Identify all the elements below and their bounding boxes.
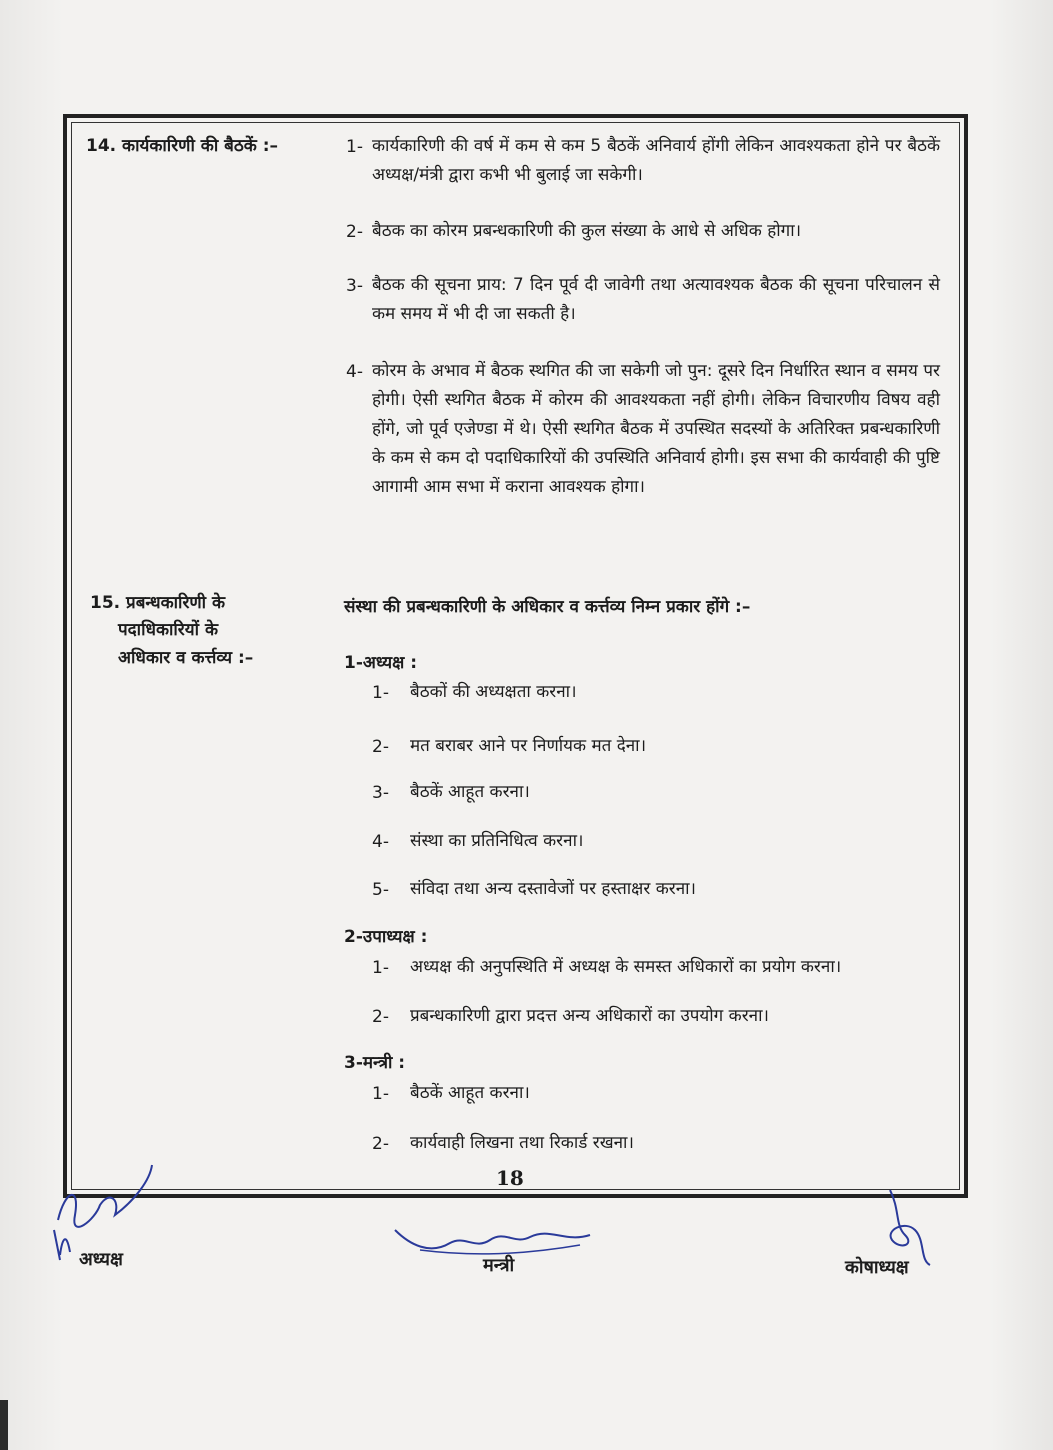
sec14-item-4-num: 4- [346, 362, 363, 382]
section-15-title-line1: 15. प्रबन्धकारिणी के [90, 593, 226, 613]
sec14-item-1-text: कार्यकारिणी की वर्ष में कम से कम 5 बैठकें अनिवार्य होंगी लेकिन आवश्यकता होने पर बैठकें अध्यक्ष/मंत्री द्वारा कभी भी बुलाई जा सकेगी। [372, 136, 940, 185]
president-item-4-num: 4- [372, 832, 389, 852]
sec14-item-4-text: कोरम के अभाव में बैठक स्थगित की जा सकेगी जो पुन: दूसरे दिन निर्धारित स्थान व समय पर होगी। ऐसी स्थगित बैठक में कोरम की आवश्यकता नहीं होगी। लेकिन विचारणीय विषय वही होंगे, जो पूर्व एजेण्डा में थे। ऐसी स्थगित बैठक में उपस्थित सदस्यों के अतिरिक्त प्रबन्धकारिणी के कम से कम दो पदाधिकारियों की उपस्थिति अनिवार्य होगी। इस सभा की कार्यवाही की पुष्टि आगामी आम सभा में कराना आवश्यक होगा। [372, 361, 940, 497]
sec14-item-3-text: बैठक की सूचना प्राय: 7 दिन पूर्व दी जावेगी तथा अत्यावश्यक बैठक की सूचना परिचालन से कम समय में भी दी जा सकती है। [372, 275, 940, 324]
president-item-3-num: 3- [372, 783, 389, 803]
president-item-2-text: मत बराबर आने पर निर्णायक मत देना। [410, 736, 647, 756]
sec14-item-1-num: 1- [346, 137, 363, 157]
vice-president-item-2-num: 2- [372, 1007, 389, 1027]
president-item-1-text: बैठकों की अध्यक्षता करना। [410, 682, 577, 702]
sec14-item-3-num: 3- [346, 276, 363, 296]
group-secretary-heading: 3-मन्त्री : [344, 1053, 406, 1073]
vice-president-item-2-text: प्रबन्धकारिणी द्वारा प्रदत्त अन्य अधिकारों का उपयोग करना। [410, 1006, 769, 1026]
president-item-2-num: 2- [372, 737, 389, 757]
sec14-item-2-num: 2- [346, 222, 363, 242]
secretary-item-2-text: कार्यवाही लिखना तथा रिकार्ड रखना। [410, 1133, 634, 1153]
president-item-3-text: बैठकें आहूत करना। [410, 782, 530, 802]
secretary-item-1-text: बैठकें आहूत करना। [410, 1083, 530, 1103]
section-15-title-line3: अधिकार व कर्त्तव्य :– [118, 648, 254, 668]
group-vice-president-heading: 2-उपाध्यक्ष : [344, 927, 428, 947]
page-number: 18 [496, 1166, 524, 1190]
vice-president-item-1-text: अध्यक्ष की अनुपस्थिति में अध्यक्ष के समस्त अधिकारों का प्रयोग करना। [410, 957, 842, 977]
president-item-1-num: 1- [372, 683, 389, 703]
president-item-5-text: संविदा तथा अन्य दस्तावेजों पर हस्ताक्षर करना। [410, 879, 696, 899]
signature-label-treasurer: कोषाध्यक्ष [845, 1257, 909, 1278]
secretary-item-1-num: 1- [372, 1084, 389, 1104]
secretary-item-2-num: 2- [372, 1134, 389, 1154]
group-president-heading: 1-अध्यक्ष : [344, 653, 418, 673]
vice-president-item-1-num: 1- [372, 958, 389, 978]
president-item-4-text: संस्था का प्रतिनिधित्व करना। [410, 831, 584, 851]
section-15-intro: संस्था की प्रबन्धकारिणी के अधिकार व कर्त्तव्य निम्न प्रकार होंगे :– [344, 597, 751, 617]
president-item-5-num: 5- [372, 880, 389, 900]
sec14-item-2-text: बैठक का कोरम प्रबन्धकारिणी की कुल संख्या के आधे से अधिक होगा। [372, 221, 802, 241]
section-14-title: 14. कार्यकारिणी की बैठकें :– [86, 136, 279, 156]
signature-label-secretary: मन्त्री [483, 1255, 515, 1276]
scan-edge [0, 1400, 8, 1450]
section-15-title-line2: पदाधिकारियों के [118, 620, 218, 640]
signature-label-president: अध्यक्ष [79, 1249, 123, 1270]
